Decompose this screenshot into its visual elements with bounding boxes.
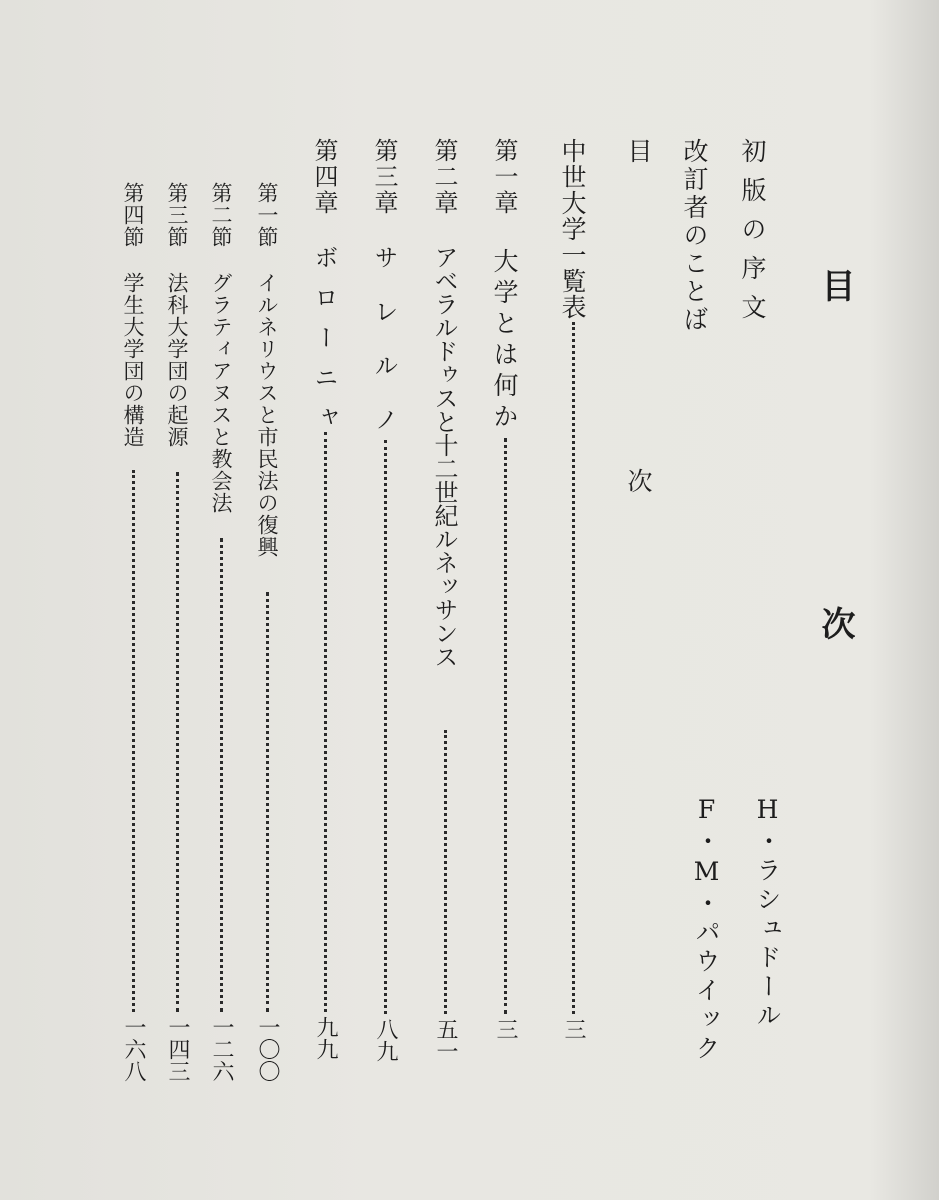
chapter-number: 第三章 bbox=[370, 138, 398, 216]
reviser-author: F・M・パウイック bbox=[692, 795, 721, 1064]
section-number: 第三節 bbox=[165, 182, 189, 248]
section-title: イルネリウスと市民法の復興 bbox=[255, 272, 279, 558]
dot-leader bbox=[176, 472, 179, 1012]
dot-leader bbox=[444, 730, 447, 1014]
page-number: 三 bbox=[493, 1018, 518, 1040]
toc-entry-reviser-note: 改訂者のことば bbox=[680, 138, 709, 334]
page-number: 五一 bbox=[433, 1018, 458, 1062]
section-number: 第一節 bbox=[255, 182, 279, 248]
page-number: 九九 bbox=[313, 1016, 338, 1060]
dot-leader bbox=[220, 538, 223, 1012]
page-number: 一四三 bbox=[165, 1016, 190, 1082]
page-number: 一六八 bbox=[121, 1016, 146, 1082]
dot-leader bbox=[266, 592, 269, 1012]
section-title: グラティアヌスと教会法 bbox=[209, 272, 233, 514]
chapter-number: 第一章 bbox=[490, 138, 518, 216]
page-number: 一二六 bbox=[209, 1016, 234, 1082]
chapter-number: 第四章 bbox=[310, 138, 338, 216]
dot-leader bbox=[572, 322, 575, 1014]
chapter-title: 大学とは何か bbox=[490, 248, 519, 434]
page-number: 三 bbox=[561, 1018, 586, 1040]
page-number: 八九 bbox=[373, 1018, 398, 1062]
page-title: 目 次 bbox=[815, 268, 855, 772]
dot-leader bbox=[324, 432, 327, 1012]
section-title: 学生大学団の構造 bbox=[121, 272, 145, 448]
section-number: 第四節 bbox=[121, 182, 145, 248]
section-number: 第二節 bbox=[209, 182, 233, 248]
dot-leader bbox=[384, 440, 387, 1014]
toc-entry-preface: 初版の序文 bbox=[738, 138, 767, 333]
chapter-title: アベラルドゥスと十二世紀ルネッサンス bbox=[430, 245, 458, 668]
chapter-number: 第二章 bbox=[430, 138, 458, 216]
section-title: 法科大学団の起源 bbox=[165, 272, 189, 448]
chapter-title: サレルノ bbox=[370, 245, 398, 461]
page-edge-shadow bbox=[869, 0, 939, 1200]
dot-leader bbox=[132, 470, 135, 1012]
page-number: 一〇〇 bbox=[255, 1016, 280, 1082]
toc-entry-university-list: 中世大学一覧表 bbox=[558, 138, 587, 320]
toc-entry-contents: 目 次 bbox=[624, 138, 653, 631]
chapter-title: ボローニャ bbox=[310, 245, 338, 445]
dot-leader bbox=[504, 438, 507, 1014]
preface-author: H・ラシュドール bbox=[753, 795, 782, 1031]
